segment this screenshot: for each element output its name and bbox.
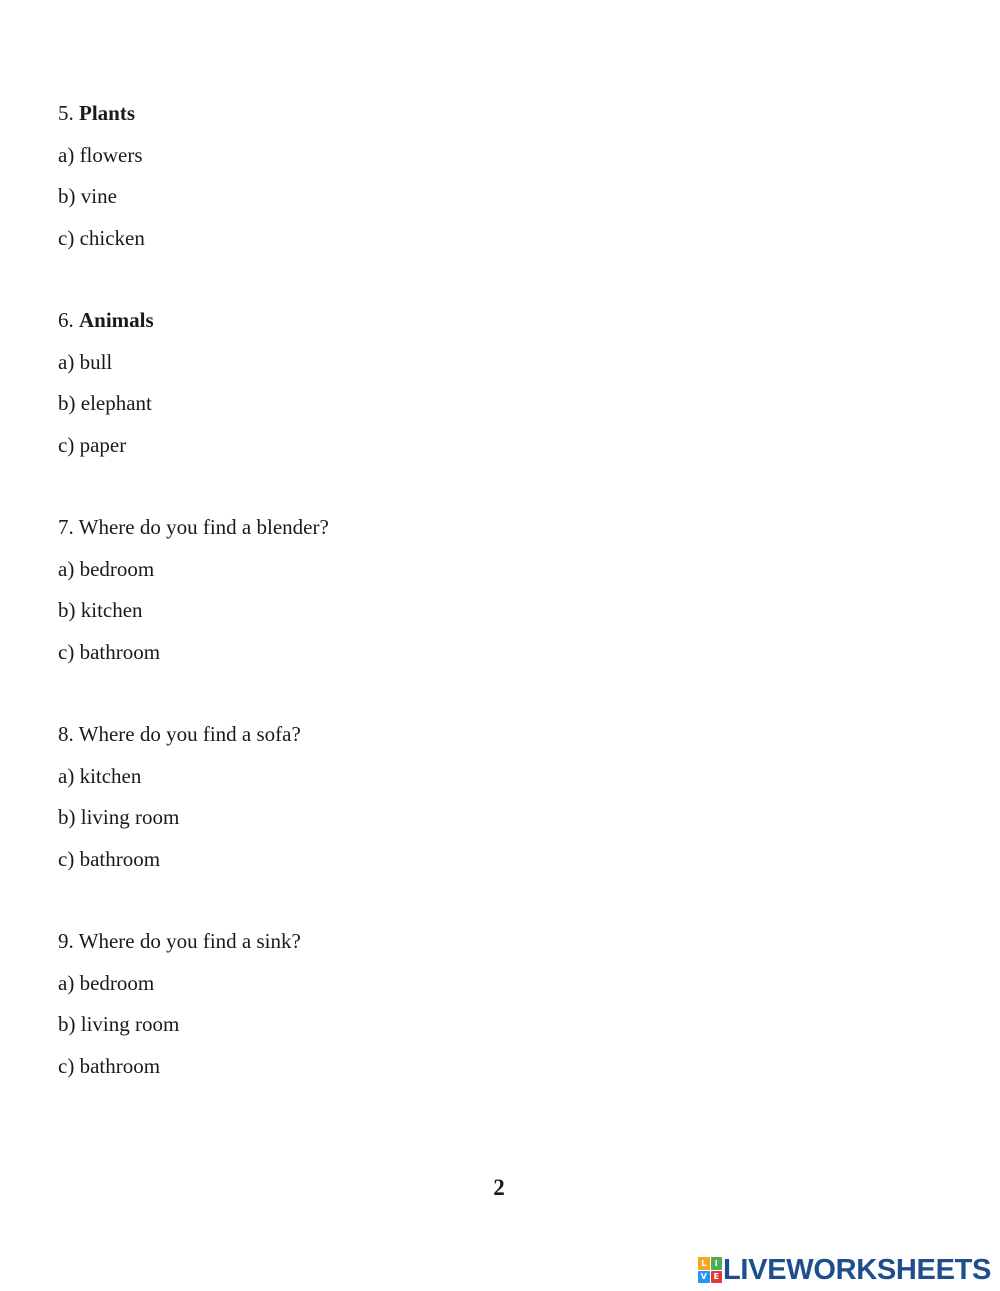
- question-title: [58, 514, 329, 540]
- answer-option-a: a) bedroom: [58, 970, 155, 995]
- brand-name: LIVEWORKSHEETS: [723, 1253, 992, 1286]
- question-text: Animals: [79, 308, 154, 332]
- answer-option-b: b) living room: [58, 1012, 180, 1036]
- logo-tile: I: [711, 1257, 723, 1270]
- logo-tile: E: [711, 1271, 723, 1284]
- page-number: 2: [493, 1175, 505, 1200]
- question-9: [58, 928, 301, 1094]
- question-text: Where do you find a sink?: [78, 929, 301, 953]
- logo-tile: V: [698, 1271, 710, 1284]
- answer-option-b: b) elephant: [58, 391, 152, 415]
- question-8: [58, 721, 301, 887]
- question-text: Plants: [79, 101, 136, 125]
- logo-tile: L: [698, 1257, 710, 1270]
- question-title: [58, 307, 154, 333]
- question-number: 8.: [58, 722, 79, 746]
- answer-option-c: c) paper: [58, 432, 127, 457]
- question-title: [58, 100, 145, 126]
- question-number: 7.: [58, 515, 79, 539]
- answer-option-c: c) bathroom: [58, 639, 161, 664]
- answer-option-a: a) bedroom: [58, 556, 155, 581]
- question-title: [58, 928, 301, 954]
- answer-option-c: c) bathroom: [58, 846, 161, 871]
- question-number: 6.: [58, 308, 79, 332]
- answer-option-a: a) flowers: [58, 142, 143, 167]
- liveworksheets-brand: [698, 1255, 991, 1285]
- question-text: Where do you find a blender?: [78, 515, 329, 539]
- question-title: [58, 721, 301, 747]
- answer-option-c: c) bathroom: [58, 1053, 161, 1078]
- answer-option-b: b) living room: [58, 805, 180, 829]
- question-text: Where do you find a sofa?: [78, 722, 301, 746]
- question-5: [58, 100, 145, 266]
- answer-option-c: c) chicken: [58, 225, 145, 250]
- liveworksheets-logo-icon: [698, 1257, 722, 1283]
- answer-option-a: a) bull: [58, 349, 113, 374]
- answer-option-b: b) vine: [58, 184, 117, 208]
- answer-option-b: b) kitchen: [58, 598, 143, 622]
- question-number: 5.: [58, 101, 79, 125]
- question-number: 9.: [58, 929, 79, 953]
- answer-option-a: a) kitchen: [58, 763, 142, 788]
- question-6: [58, 307, 154, 473]
- question-7: [58, 514, 329, 680]
